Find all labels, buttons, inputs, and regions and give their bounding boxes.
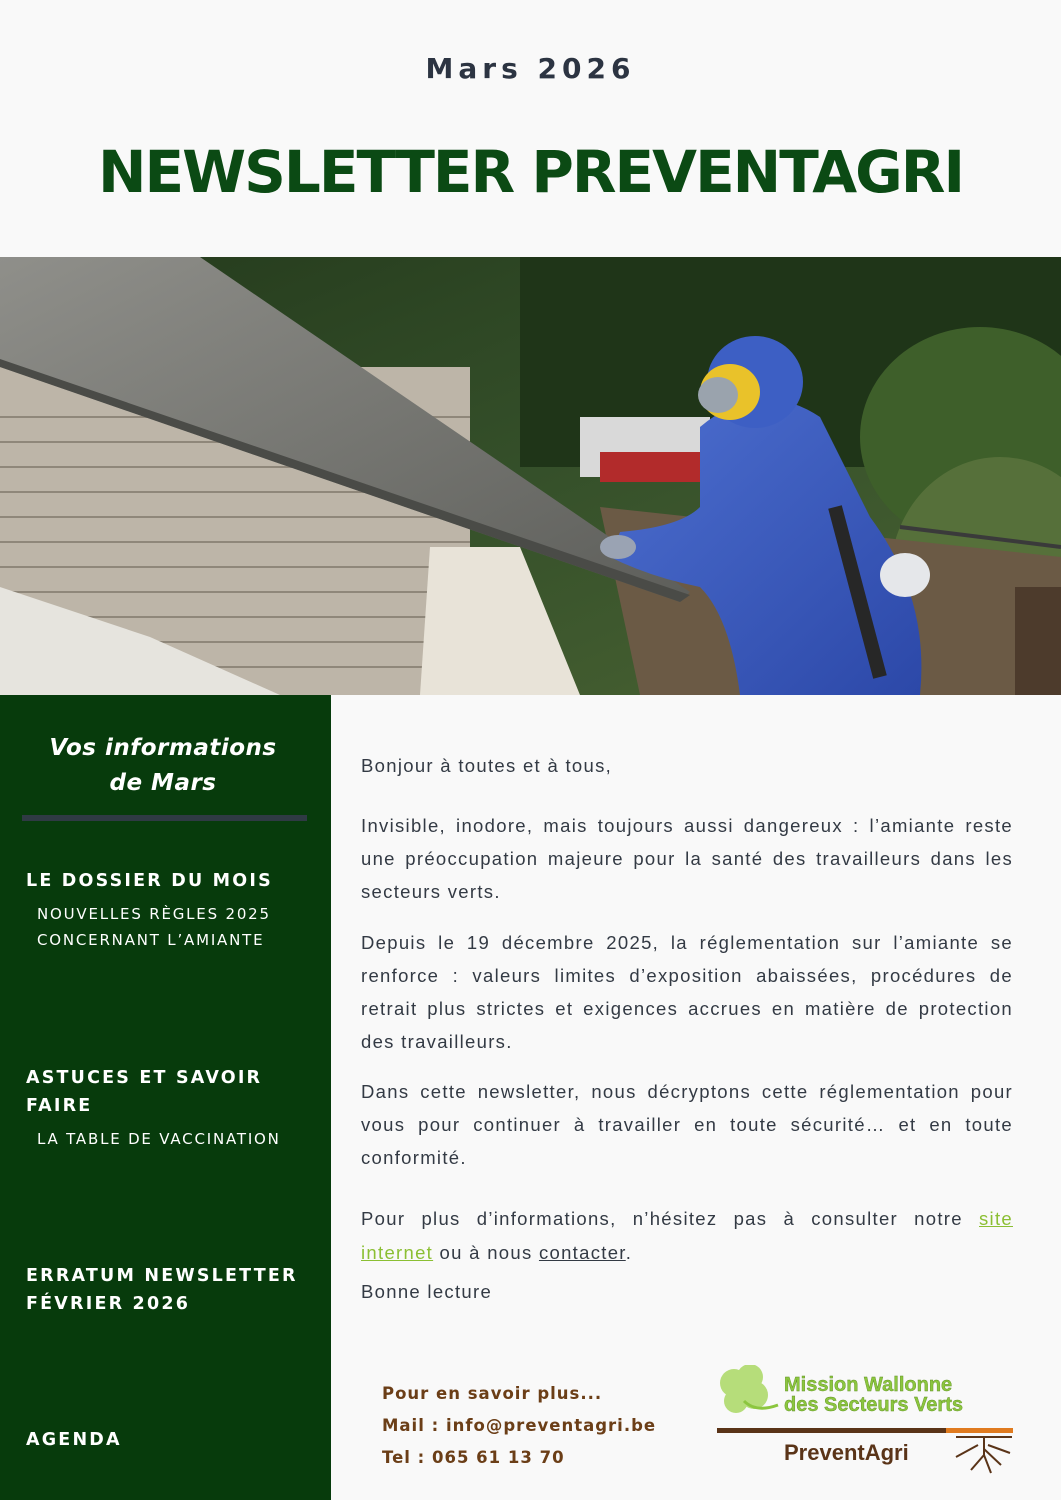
main-content: [331, 695, 1061, 1500]
contact-email[interactable]: Mail : info@preventagri.be: [382, 1416, 657, 1435]
greeting: Bonjour à toutes et à tous,: [361, 755, 613, 776]
section-title: [26, 1262, 316, 1318]
logo-brand: PreventAgri: [784, 1440, 909, 1465]
sidebar-heading-line1: Vos informations: [49, 735, 277, 761]
paragraph-intro: Invisible, inodore, mais toujours aussi dangereux : l’amiante reste une préoccupation majeure pour la santé des travailleurs dans les secteurs verts.: [361, 815, 1013, 902]
paragraph-regulation: Depuis le 19 décembre 2025, la réglementation sur l’amiante se renforce : valeurs limites d’exposition abaissées, procédures de retrait plus strictes et exigences accrues en matière de protection des travailleurs.: [361, 932, 1013, 1052]
sidebar: [0, 695, 331, 1500]
section-subtitle-line2: CONCERNANT L’AMIANTE: [37, 931, 265, 949]
logo-divider-accent: [946, 1428, 1013, 1433]
section-title-line1: ASTUCES ET SAVOIR: [26, 1068, 263, 1088]
site-internet-link[interactable]: site internet: [361, 1208, 1013, 1263]
contact-phone[interactable]: Tel : 065 61 13 70: [382, 1448, 565, 1467]
clover-icon: [720, 1365, 778, 1413]
sidebar-heading-line2: de Mars: [109, 770, 217, 796]
more-info-suffix: .: [625, 1242, 633, 1263]
section-title: [26, 1064, 316, 1120]
sidebar-section-astuces[interactable]: [26, 1064, 316, 1152]
contact-block: [382, 1378, 656, 1474]
paragraph-newsletter: Dans cette newsletter, nous décryptons cette réglementation pour vous pour continuer à travailler en toute sécurité… et en toute conformité.: [361, 1081, 1013, 1168]
sidebar-section-agenda[interactable]: [26, 1426, 316, 1454]
section-title: LE DOSSIER DU MOIS: [26, 871, 273, 891]
more-info-prefix: Pour plus d’informations, n’hésitez pas à consulter notre: [361, 1208, 979, 1229]
sidebar-divider: [22, 815, 307, 821]
roots-icon: [956, 1437, 1012, 1473]
more-info-middle: ou à nous: [433, 1242, 539, 1263]
logo-graphic: [716, 1365, 1016, 1480]
logo-line1: Mission Wallonne: [784, 1374, 953, 1396]
contact-heading: Pour en savoir plus...: [382, 1384, 603, 1403]
section-title-line2: FÉVRIER 2026: [26, 1294, 191, 1314]
sidebar-section-erratum[interactable]: [26, 1262, 316, 1318]
mission-wallonne-logo: [716, 1365, 1016, 1480]
sidebar-section-dossier[interactable]: [26, 867, 316, 953]
contact-link[interactable]: contacter: [538, 1242, 626, 1263]
section-subtitle: [26, 901, 316, 953]
section-title-line2: FAIRE: [26, 1096, 93, 1116]
hero-photo: [0, 257, 1061, 695]
section-title-line1: ERRATUM NEWSLETTER: [26, 1266, 298, 1286]
section-title: AGENDA: [26, 1430, 122, 1450]
newsletter-title: NEWSLETTER PREVENTAGRI: [97, 138, 964, 206]
logo-line2: des Secteurs Verts: [784, 1394, 963, 1416]
header: [0, 0, 1061, 257]
asbestos-removal-photo: [0, 257, 1061, 695]
sidebar-heading: [0, 731, 326, 801]
section-subtitle-line1: NOUVELLES RÈGLES 2025: [37, 905, 271, 923]
issue-date: Mars 2026: [425, 52, 636, 85]
section-subtitle: LA TABLE DE VACCINATION: [37, 1130, 281, 1148]
paragraph-more-info: [361, 1202, 1013, 1270]
closing: Bonne lecture: [361, 1281, 493, 1302]
